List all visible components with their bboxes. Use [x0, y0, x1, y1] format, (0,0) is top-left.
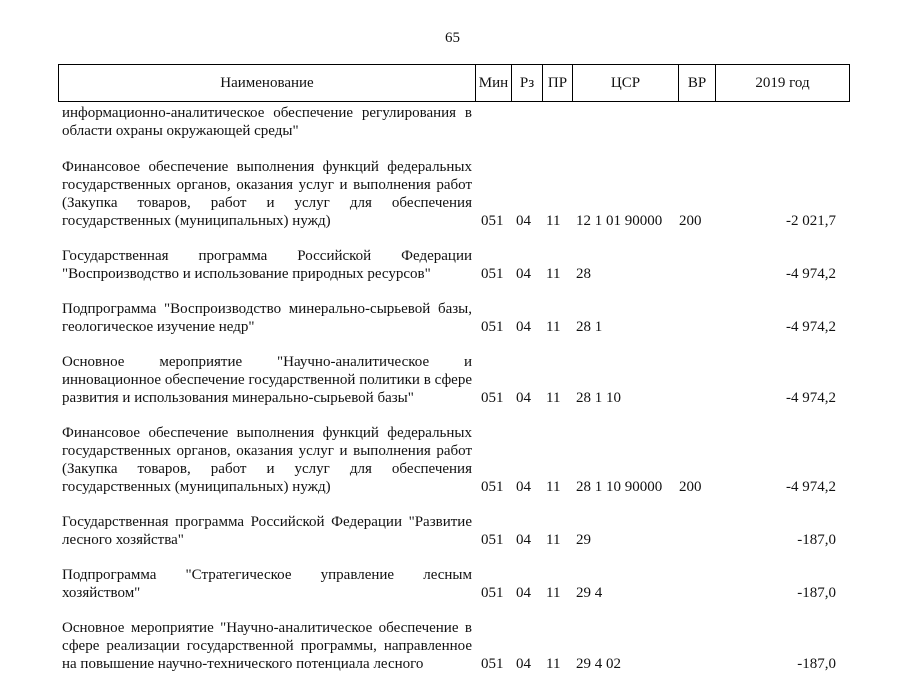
row-sum: -2 021,7 — [786, 213, 836, 229]
row-sum: -187,0 — [797, 532, 836, 548]
row-min: 051 — [481, 479, 504, 495]
row-pr: 11 — [546, 656, 561, 672]
row-rz: 04 — [516, 585, 531, 601]
row-rz: 04 — [516, 479, 531, 495]
row-sum: -4 974,2 — [786, 319, 836, 335]
row-sum: -187,0 — [797, 585, 836, 601]
row-sum: -4 974,2 — [786, 479, 836, 495]
table-header — [58, 64, 850, 102]
row-pr: 11 — [546, 479, 561, 495]
row-rz: 04 — [516, 532, 531, 548]
row-csr: 28 1 10 — [576, 390, 621, 406]
row-rz: 04 — [516, 319, 531, 335]
header-csr: ЦСР — [572, 65, 678, 101]
row-name: Подпрограмма "Воспроизводство минерально-сырьевой базы, геологическое изучение недр" — [62, 301, 472, 335]
row-pr: 11 — [546, 213, 561, 229]
header-rz: Рз — [511, 65, 542, 101]
header-name: Наименование — [220, 74, 314, 91]
table-row — [62, 247, 842, 283]
header-min: Мин — [475, 65, 511, 101]
row-csr: 28 1 — [576, 319, 603, 335]
row-min: 051 — [481, 656, 504, 672]
row-rz: 04 — [516, 390, 531, 406]
row-pr: 11 — [546, 266, 561, 282]
table-row — [62, 619, 842, 673]
table-row — [62, 424, 842, 496]
header-year: 2019 год — [715, 65, 849, 101]
header-vr: ВР — [678, 65, 715, 101]
row-name: Подпрограмма "Стратегическое управление лесным хозяйством" — [62, 567, 472, 601]
row-csr: 12 1 01 90000 — [576, 213, 663, 229]
row-csr: 29 4 02 — [576, 656, 621, 672]
row-min: 051 — [481, 213, 504, 229]
row-name: Государственная программа Российской Федерации "Воспроизводство и использование природных ресурсов" — [62, 248, 472, 282]
row-name: Основное мероприятие "Научно-аналитическое и инновационное обеспечение государственной политики в сфере развития и использования минерально-сырьевой базы" — [62, 354, 472, 406]
row-pr: 11 — [546, 319, 561, 335]
row-min: 051 — [481, 319, 504, 335]
row-sum: -4 974,2 — [786, 390, 836, 406]
row-csr: 29 4 — [576, 585, 603, 601]
table-row — [62, 566, 842, 602]
page-number: 65 — [445, 30, 460, 46]
row-name: Государственная программа Российской Федерации "Развитие лесного хозяйства" — [62, 514, 472, 548]
row-csr: 28 — [576, 266, 591, 282]
table-row — [62, 300, 842, 336]
row-vr: 200 — [679, 479, 702, 495]
row-csr: 28 1 10 90000 — [576, 479, 663, 495]
row-vr: 200 — [679, 213, 702, 229]
table-row — [62, 353, 842, 407]
row-min: 051 — [481, 390, 504, 406]
row-name: Основное мероприятие "Научно-аналитическое обеспечение в сфере реализации государственной программы, направленное на повышение научно-технического потенциала лесного — [62, 620, 472, 672]
row-csr: 29 — [576, 532, 591, 548]
header-pr: ПР — [542, 65, 572, 101]
row-min: 051 — [481, 585, 504, 601]
table-row — [62, 513, 842, 549]
row-rz: 04 — [516, 266, 531, 282]
row-sum: -187,0 — [797, 656, 836, 672]
row-pr: 11 — [546, 585, 561, 601]
table-row — [62, 104, 842, 140]
row-min: 051 — [481, 266, 504, 282]
row-name: информационно-аналитическое обеспечение регулирования в области охраны окружающей среды" — [62, 105, 472, 139]
row-rz: 04 — [516, 656, 531, 672]
row-name: Финансовое обеспечение выполнения функций федеральных государственных органов, оказания услуг и выполнения работ (Закупка товаров, работ и услуг для обеспечения государственных (муниципальных) нужд) — [62, 425, 472, 495]
row-rz: 04 — [516, 213, 531, 229]
row-pr: 11 — [546, 390, 561, 406]
table-row — [62, 158, 842, 230]
table-body — [62, 102, 842, 673]
row-pr: 11 — [546, 532, 561, 548]
row-min: 051 — [481, 532, 504, 548]
row-name: Финансовое обеспечение выполнения функций федеральных государственных органов, оказания услуг и выполнения работ (Закупка товаров, работ и услуг для обеспечения государственных (муниципальных) нужд) — [62, 159, 472, 229]
row-sum: -4 974,2 — [786, 266, 836, 282]
